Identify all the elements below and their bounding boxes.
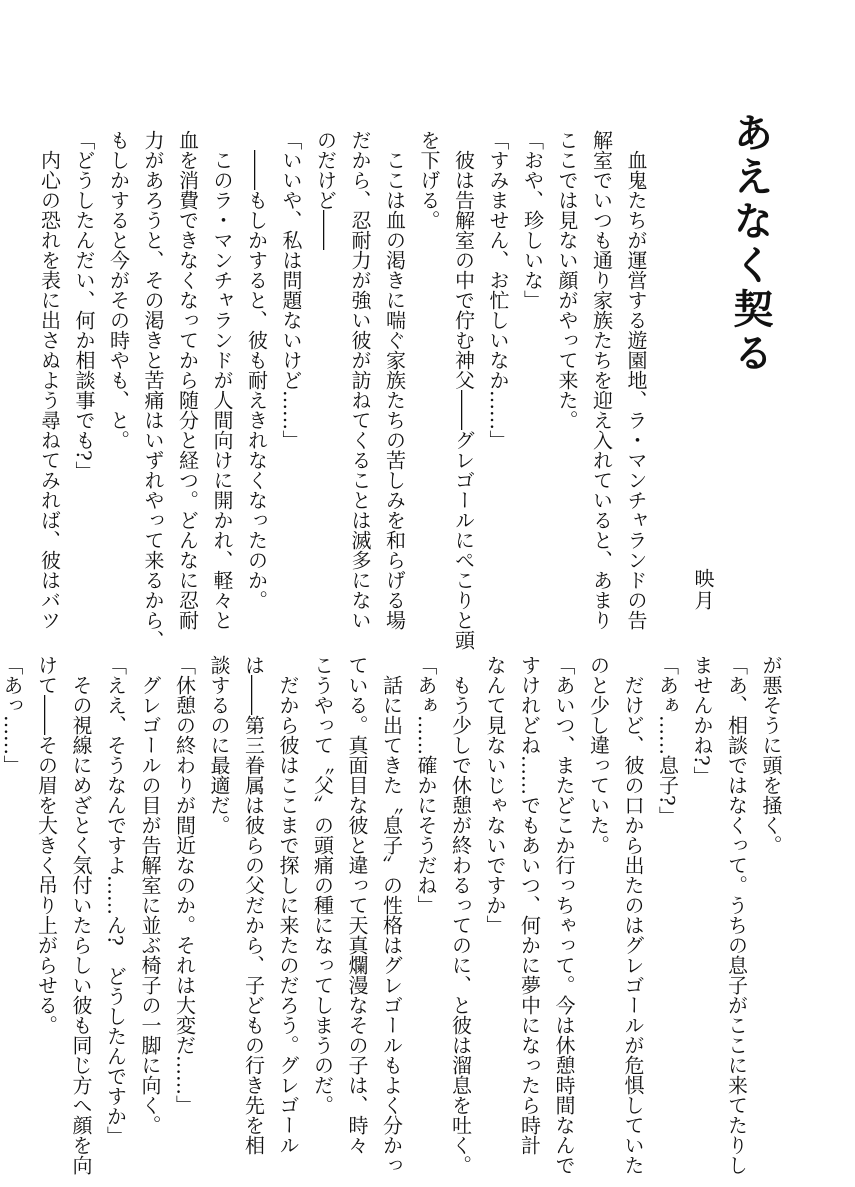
- text-line: 「あぁ……確かにそうだね」: [414, 655, 438, 915]
- text-line: のだけど――: [313, 130, 338, 250]
- text-line: 「すみません、お忙しいなか……」: [486, 130, 510, 450]
- text-line: ている。真面目な彼と違って天真爛漫なその子は、時々: [345, 655, 369, 1155]
- text-line: 力があろうと、その渇きと苦痛はいずれやって来るから、: [141, 130, 165, 650]
- text-line: ここでは見ない顔がやって来た。: [555, 130, 579, 430]
- text-line: けて――その眉を大きく吊り上がらせる。: [34, 655, 59, 1035]
- text-line: ――もしかすると、彼も耐えきれなくなったのか。: [244, 130, 269, 610]
- text-line: 「あいつ、またどこか行っちゃって。今は休憩時間なんで: [552, 655, 576, 1175]
- text-line: 「いいや、私は問題ないけど……」: [279, 130, 303, 450]
- story-title: あえなく契る: [727, 112, 774, 376]
- text-line: すけれどね……でもあいつ、何かに夢中になったら時計: [517, 655, 542, 1155]
- upper-text-column: [37, 130, 653, 650]
- text-line: 彼は告解室の中で佇む神父――グレゴールにぺこりと頭: [451, 130, 476, 650]
- text-line: 「あぁ……息子?」: [655, 655, 680, 826]
- text-line: このラ・マンチャランドが人間向けに開かれ、軽々と: [210, 130, 234, 630]
- text-line: 「おや、珍しいな」: [520, 130, 545, 310]
- author-name: 映月: [691, 568, 715, 612]
- text-line: なんて見ないじゃないですか」: [483, 655, 507, 935]
- text-line: は――第三眷属は彼らの父だから、子どもの行き先を相: [241, 655, 266, 1155]
- text-line: のと少し違っていた。: [586, 655, 611, 855]
- text-line: 「あっ……」: [0, 655, 24, 775]
- text-line: 血鬼たちが運営する遊園地、ラ・マンチャランドの告: [624, 130, 648, 630]
- text-line: が悪そうに頭を掻く。: [759, 655, 783, 855]
- text-line: だから彼はここまで探しに来たのだろう。グレゴール: [276, 655, 300, 1155]
- text-line: グレゴールの目が告解室に並ぶ椅子の一脚に向く。: [138, 655, 162, 1135]
- text-line: 解室でいつも通り家族たちを迎え入れていると、あまり: [589, 130, 614, 630]
- text-line: こうやって〝父〟の頭痛の種になってしまうのだ。: [310, 655, 335, 1115]
- text-line: 談するのに最適だ。: [207, 655, 231, 835]
- text-line: もしかすると今がその時やも、と。: [106, 130, 131, 450]
- text-line: 「休憩の終わりが間近なのか。それは大変だ……」: [172, 655, 197, 1115]
- text-line: ませんかね?」: [690, 655, 714, 786]
- text-line: 「あ、相談ではなくって。うちの息子がここに来てたりし: [724, 655, 749, 1175]
- text-line: その視線にめざとく気付いたらしい彼も同じ方へ顔を向: [69, 655, 93, 1175]
- text-line: を下げる。: [417, 130, 441, 230]
- text-line: もう少しで休憩が終わるってのに、と彼は溜息を吐く。: [448, 655, 473, 1175]
- text-line: 血を消費できなくなってから随分と経つ。どんなに忍耐: [175, 130, 200, 630]
- text-line: 内心の恐れを表に出さぬよう尋ねてみれば、彼はバツ: [37, 130, 62, 630]
- lower-text-column: [0, 655, 788, 1175]
- text-line: だけど、彼の口から出たのはグレゴールが危惧していた: [621, 655, 645, 1175]
- text-line: 「ええ、そうなんですよ……ん? どうしたんですか」: [103, 655, 128, 1146]
- text-line: 「どうしたんだい、何か相談事でも?」: [72, 130, 96, 481]
- text-line: ここは血の渇きに喘ぐ家族たちの苦しみを和らげる場: [382, 130, 407, 630]
- text-line: 話に出てきた〝息子〟の性格はグレゴールもよく分かっ: [379, 655, 404, 1175]
- text-line: だから、忍耐力が強い彼が訪ねてくることは滅多にない: [348, 130, 372, 630]
